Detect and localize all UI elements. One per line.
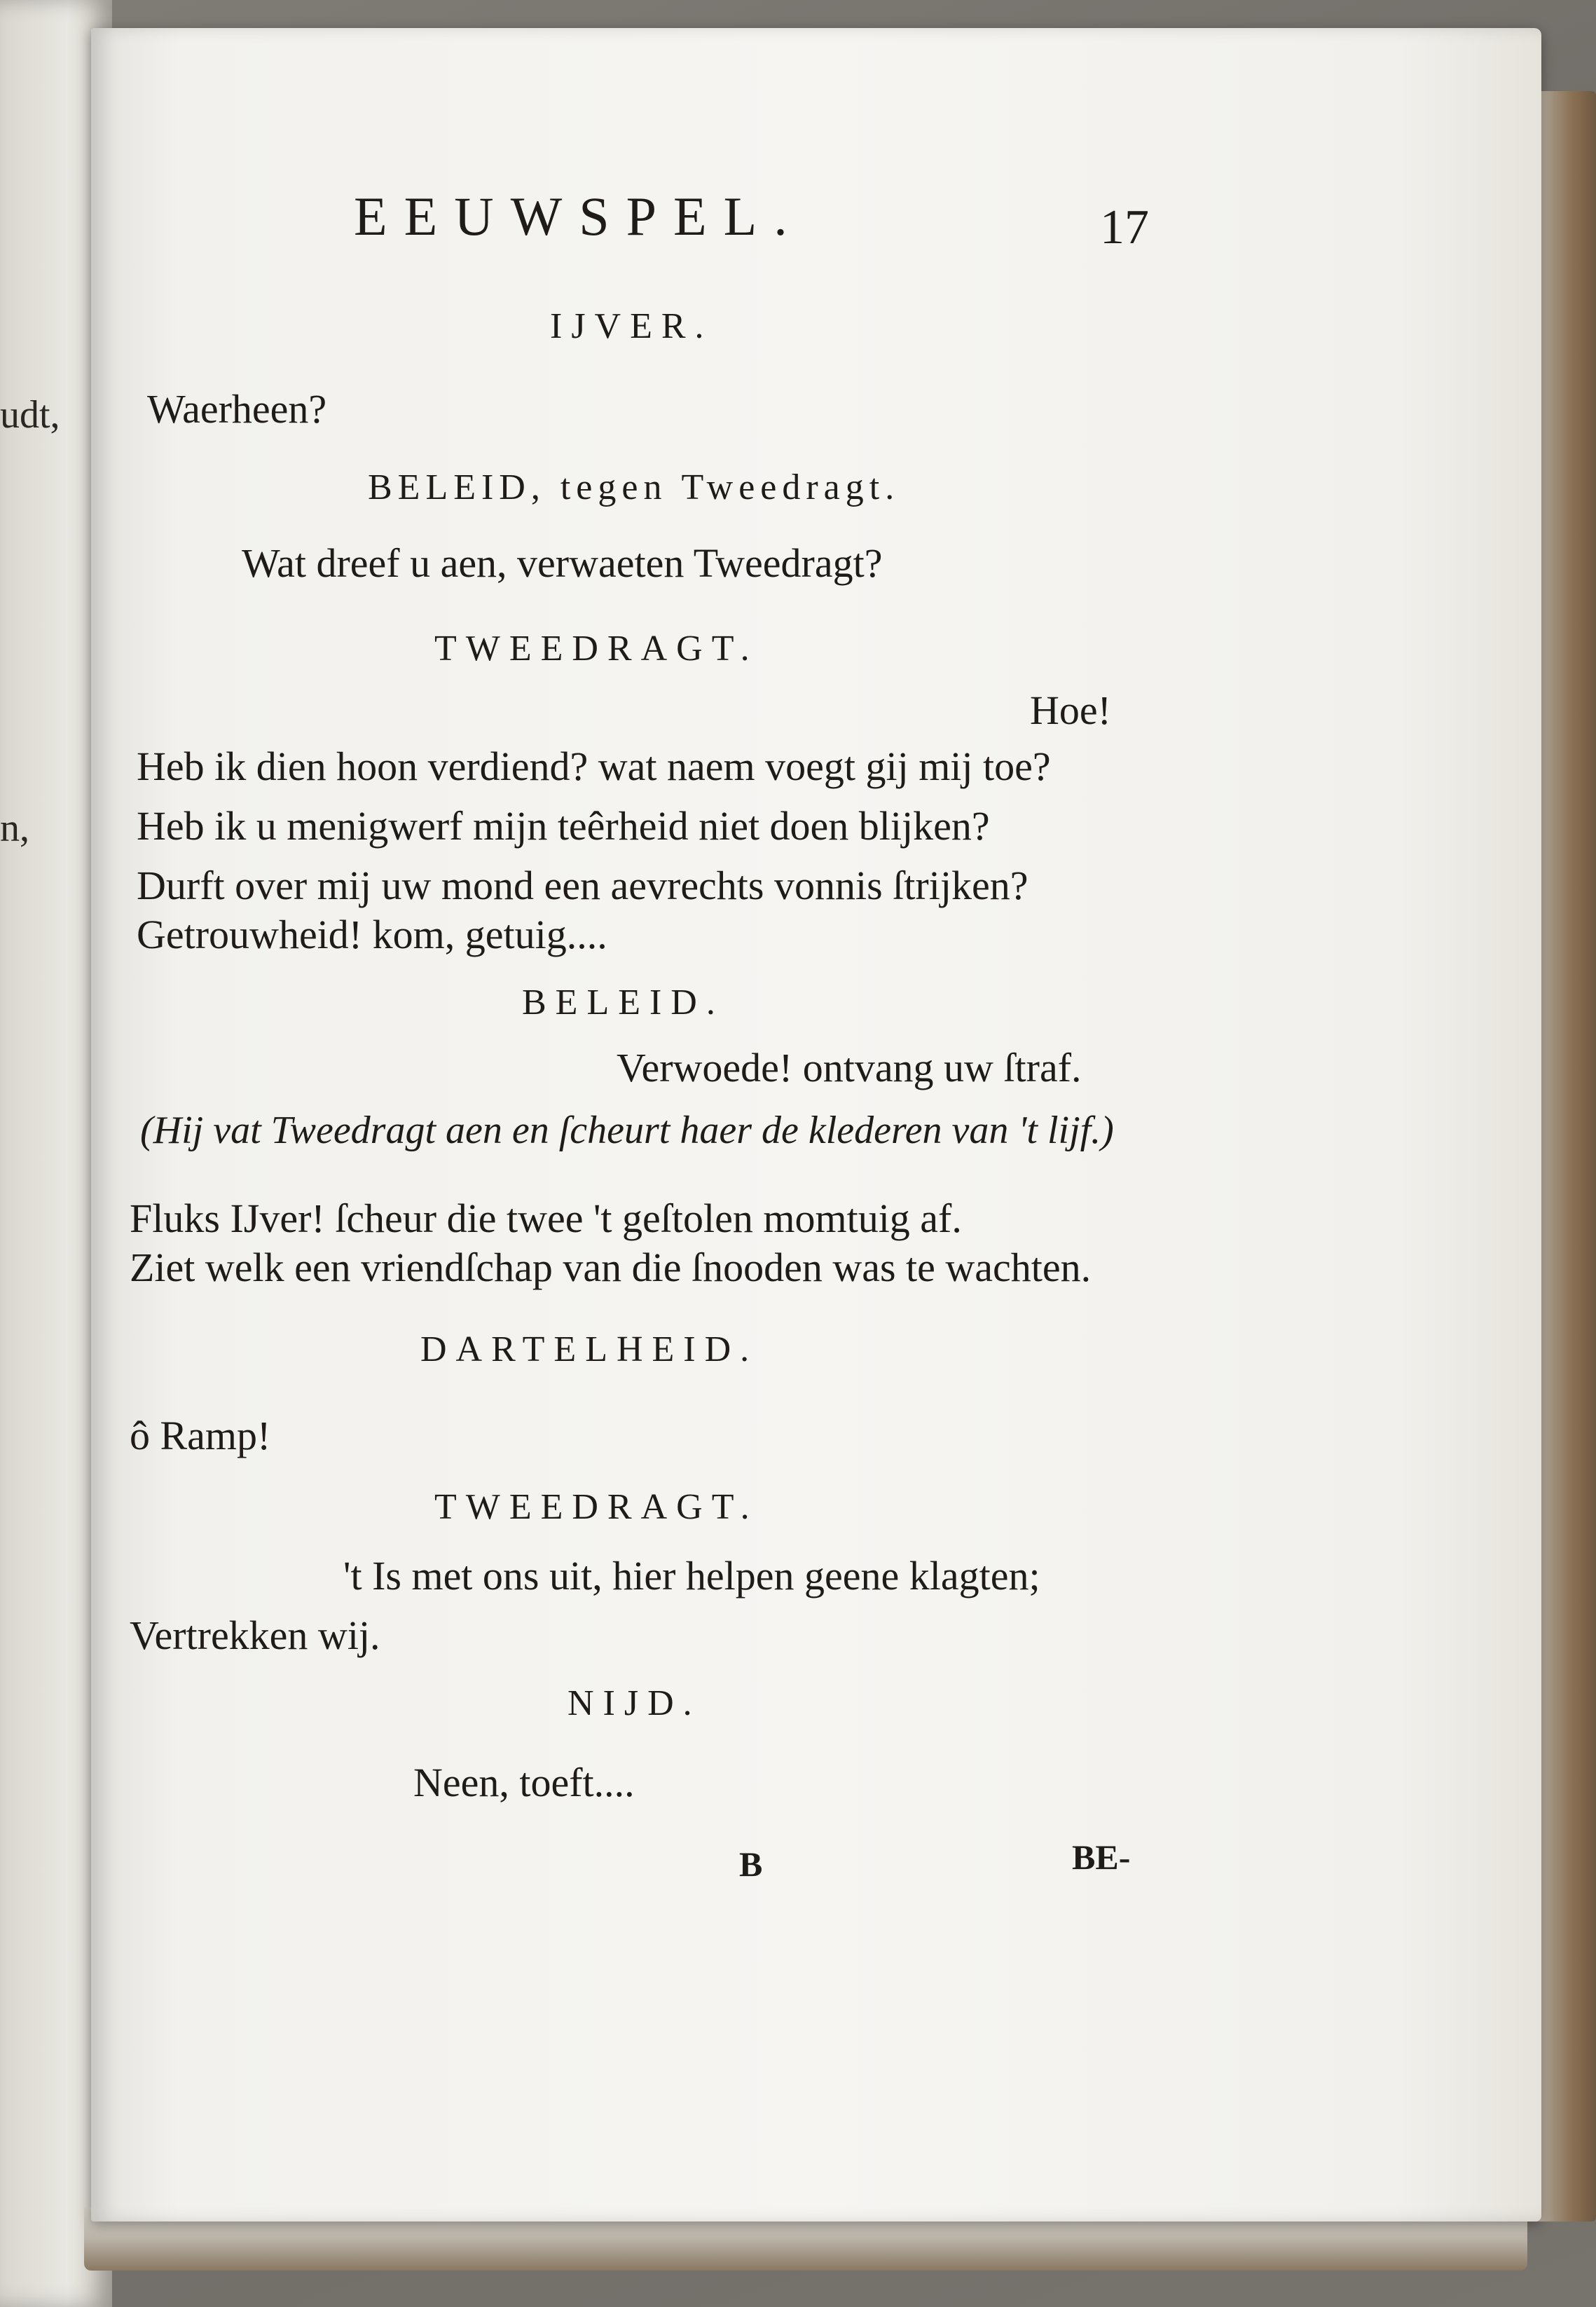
verse-line: Fluks IJver! ſcheur die twee 't geſtolen momtuig af.	[130, 1196, 962, 1241]
speaker-name: BELEID.	[522, 983, 724, 1022]
speaker-name: TWEEDRAGT.	[434, 1487, 759, 1527]
verse-line: Ziet welk een vriendſchap van die ſnooden was te wachten.	[130, 1245, 1092, 1290]
right-page	[91, 28, 1541, 2222]
verse-line: Neen, toeft....	[413, 1760, 635, 1805]
verse-line: Heb ik u menigwerf mijn teêrheid niet doen blijken?	[137, 803, 990, 849]
verse-line: Verwoede! ontvang uw ſtraf.	[617, 1045, 1082, 1090]
left-page-fragment: udt,	[0, 393, 60, 437]
speaker-name: NIJD.	[567, 1683, 701, 1723]
speaker-name: BELEID, tegen Tweedragt.	[368, 467, 900, 507]
catchword: BE-	[1072, 1837, 1131, 1877]
verse-line: Waerheen?	[147, 386, 327, 432]
verse-line: 't Is met ons uit, hier helpen geene klagten;	[343, 1553, 1040, 1599]
speaker-name: DARTELHEID.	[420, 1329, 759, 1369]
left-page-fragment: n,	[0, 807, 29, 850]
verse-line: Hoe!	[1030, 687, 1111, 733]
verse-line: ô Ramp!	[130, 1413, 271, 1458]
running-title: EEUWSPEL.	[354, 186, 804, 247]
speaker-name: IJVER.	[550, 306, 713, 346]
stage-direction: (Hij vat Tweedragt aen en ſcheurt haer de klederen van 't lijf.)	[140, 1109, 1114, 1152]
verse-line: Getrouwheid! kom, getuig....	[137, 912, 607, 957]
page-number: 17	[1100, 200, 1149, 254]
speaker-name: TWEEDRAGT.	[434, 629, 759, 669]
verse-line: Durft over mij uw mond een aevrechts vonnis ſtrijken?	[137, 863, 1029, 908]
verse-line: Heb ik dien hoon verdiend? wat naem voegt gij mij toe?	[137, 744, 1051, 789]
verse-line: Wat dreef u aen, verwaeten Tweedragt?	[242, 540, 883, 586]
verse-line: Vertrekken wij.	[130, 1613, 380, 1658]
signature-mark: B	[739, 1844, 763, 1884]
